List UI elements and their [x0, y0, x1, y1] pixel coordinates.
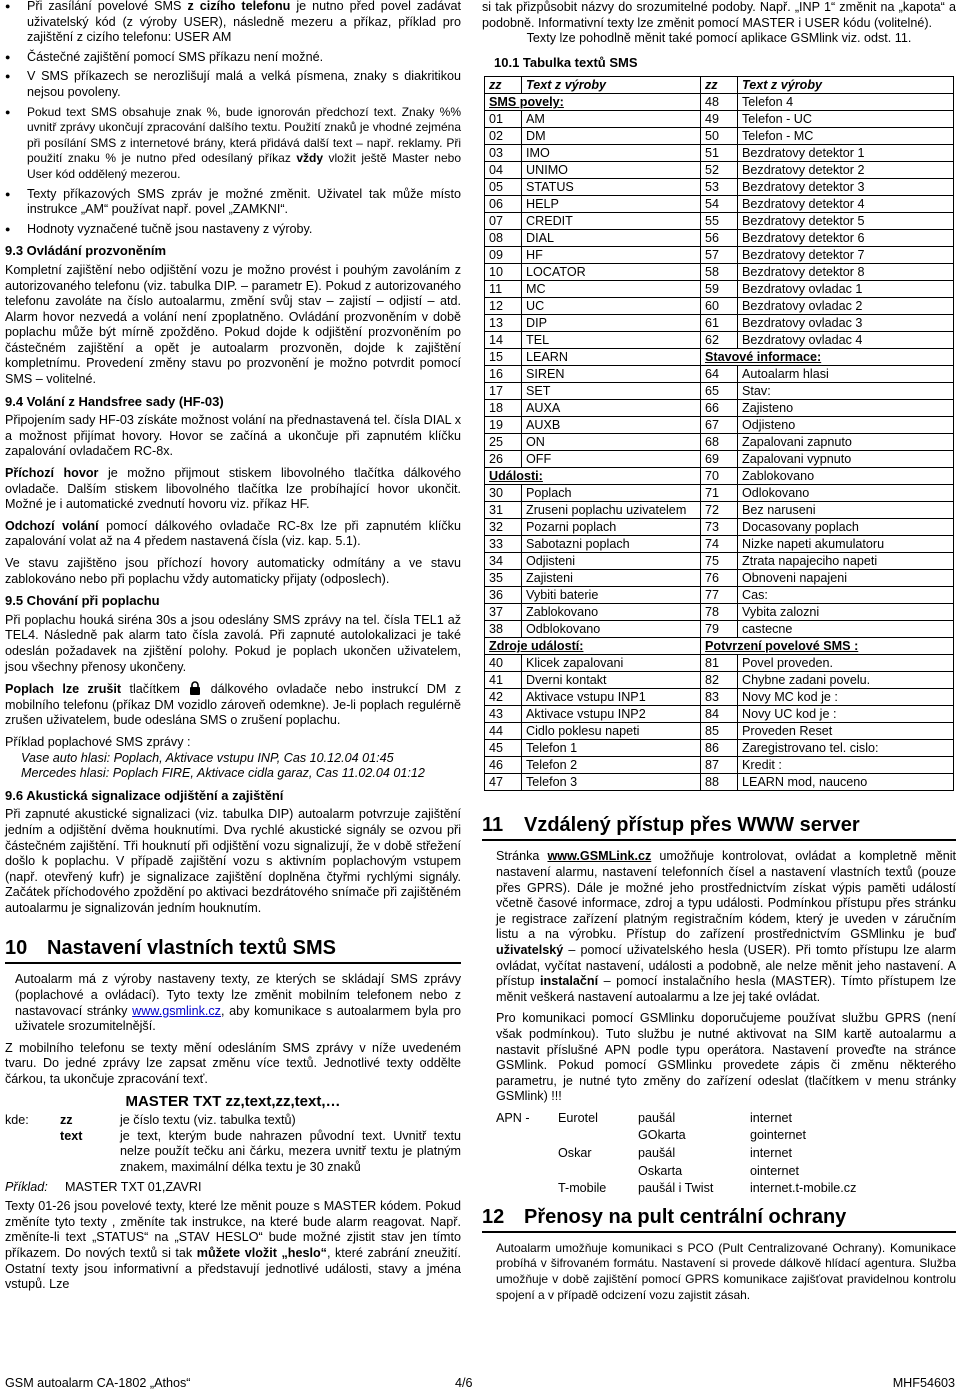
table-cell: Odblokovano — [522, 621, 701, 638]
table-cell: 15 — [485, 349, 522, 366]
table-cell: 72 — [701, 502, 738, 519]
table-row — [485, 417, 954, 434]
apn-cell: T-mobile — [558, 1181, 607, 1196]
table-cell: 88 — [701, 774, 738, 791]
table-cell: 14 — [485, 332, 522, 349]
table-row — [485, 315, 954, 332]
section-title-9-3: 9.3 Ovládání prozvoněním — [5, 243, 167, 259]
table-cell: Novy MC kod je : — [738, 689, 954, 706]
table-row — [485, 230, 954, 247]
table-cell: 82 — [701, 672, 738, 689]
table-cell: 42 — [485, 689, 522, 706]
table-cell: Poplach — [522, 485, 701, 502]
apn-cell: Oskar — [558, 1146, 592, 1161]
table-cell: 60 — [701, 298, 738, 315]
table-cell: Telefon 4 — [738, 94, 954, 111]
table-cell: Potvrzení povelové SMS : — [701, 638, 954, 655]
table-cell: 36 — [485, 587, 522, 604]
example-title: Příklad poplachové SMS zprávy : — [5, 734, 191, 749]
table-cell: 64 — [701, 366, 738, 383]
table-cell: Vybita zalozni — [738, 604, 954, 621]
table-cell: 25 — [485, 434, 522, 451]
paragraph: Autoalarm umožňuje komunikaci s PCO (Pult Centralizované Ochrany). Komunikace probíhá v šifrovaném formátu. Nastavení si provede dálkově hlídací agentura. Služba umožňuje v době zajištění pomocí GPRS komunikace zajišťovat pravidelnou kontrolu spojení a v případě odcizení vozu zajistit zásah. — [496, 1240, 956, 1302]
table-cell: 38 — [485, 621, 522, 638]
table-cell: 54 — [701, 196, 738, 213]
table-cell: Bezdratovy detektor 6 — [738, 230, 954, 247]
table-row — [485, 451, 954, 468]
table-cell: 16 — [485, 366, 522, 383]
apn-cell: Oskarta — [638, 1163, 683, 1178]
table-row — [485, 740, 954, 757]
table-cell: 40 — [485, 655, 522, 672]
paragraph: Texty 01-26 jsou povelové texty, které lze měnit pouze s MASTER kódem. Pokud změníte tyto texty , změníte tak instrukce, na které bude alarm reagovat. Např. změníte-li text „STATUS“ na „STAV HESLO“ bude možné zjistit stav jen tímto příkazem. Do nových textů si tak můžete vložit „heslo“, které zabrání zneužití. Ostatní texty jsou informativní a představují jednotlivé události, stavy a jména vstupů. Lze — [5, 1199, 462, 1292]
table-row — [485, 485, 954, 502]
table-cell: Docasovany poplach — [738, 519, 954, 536]
table-row — [485, 400, 954, 417]
command-format: MASTER TXT zz,text,zz,text,… — [125, 1092, 341, 1110]
table-cell: 07 — [485, 213, 522, 230]
left-column — [5, 0, 461, 1299]
table-cell: Odjisteno — [738, 417, 954, 434]
footer-title: GSM autoalarm CA-1802 „Athos“ — [5, 1376, 191, 1390]
table-cell: Vybiti baterie — [522, 587, 701, 604]
paragraph: Pro komunikaci pomocí GSMlinku doporučujeme používat službu GPRS (není však podmínkou). Tuto službu je nutné aktivovat na SIM kartě autoalarmu a nastavit příslušné APN podle typu operátora. Nastavení proveďte na stránce GSMlink. Pokud pomocí GSMlinku provedete zápis či změnu některého parametru, je nutné tyto změny do zařízení odeslat (tlačítkem v menu stránky GSMlink) !!! — [496, 1011, 956, 1104]
table-cell: Proveden Reset — [738, 723, 954, 740]
table-cell: Zruseni poplachu uzivatelem — [522, 502, 701, 519]
table-cell: SET — [522, 383, 701, 400]
table-row — [485, 638, 954, 655]
table-cell: DIP — [522, 315, 701, 332]
table-cell: zz — [485, 77, 522, 94]
table-cell: 11 — [485, 281, 522, 298]
table-cell: Klicek zapalovani — [522, 655, 701, 672]
table-cell: Bezdratovy detektor 3 — [738, 179, 954, 196]
paragraph: Ve stavu zajištěno jsou příchozí hovory automaticky odmítány a ve stavu zablokováno nebo při poplachu vždy automaticky přijaty (odposlech). — [5, 556, 461, 586]
table-cell: 76 — [701, 570, 738, 587]
table-row — [485, 349, 954, 366]
table-cell: Text z výroby — [522, 77, 701, 94]
table-cell: 41 — [485, 672, 522, 689]
example-line: Vase auto hlasi: Poplach, Aktivace vstupu INP, Cas 10.12.04 01:45 — [21, 750, 394, 765]
table-cell: 85 — [701, 723, 738, 740]
paragraph: si tak přizpůsobit názvy do srozumitelné podoby. Např. „INP 1“ změnit na „kapota“ a podobně. Informativní texty lze změnit pomocí MASTER i USER kódu (volitelné). — [482, 0, 956, 30]
table-cell: 67 — [701, 417, 738, 434]
table-cell: Cidlo poklesu napeti — [522, 723, 701, 740]
table-cell: IMO — [522, 145, 701, 162]
table-cell: 68 — [701, 434, 738, 451]
table-cell: Sabotazni poplach — [522, 536, 701, 553]
table-cell: 17 — [485, 383, 522, 400]
table-cell: Bezdratovy detektor 4 — [738, 196, 954, 213]
table-cell: UNIMO — [522, 162, 701, 179]
gsmlink-link[interactable]: www.gsmlink.cz — [132, 1003, 221, 1018]
table-row — [485, 145, 954, 162]
table-cell: 26 — [485, 451, 522, 468]
chapter-title-11: 11 Vzdálený přístup přes WWW server — [482, 813, 956, 841]
table-cell: 46 — [485, 757, 522, 774]
table-cell: 09 — [485, 247, 522, 264]
table-cell: Povel proveden. — [738, 655, 954, 672]
apn-list — [482, 1111, 956, 1197]
table-cell: Pozarni poplach — [522, 519, 701, 536]
table-cell: TEL — [522, 332, 701, 349]
table-cell: 05 — [485, 179, 522, 196]
table-row — [485, 196, 954, 213]
table-cell: 69 — [701, 451, 738, 468]
chapter-title-10: 10 Nastavení vlastních textů SMS — [5, 936, 461, 964]
table-cell: HF — [522, 247, 701, 264]
sms-text-table — [484, 76, 954, 791]
table-row — [485, 723, 954, 740]
paragraph: Z mobilního telefonu se texty mění odesláním SMS zprávy v níže uvedeném tvaru. Do jedné zprávy lze zapsat změnu více textů. Jednotlivé texty oddělte čárkou, ta ukončuje zpracování texť. — [5, 1040, 461, 1087]
apn-cell: gointernet — [750, 1128, 807, 1143]
paragraph: Stránka www.GSMLink.cz umožňuje kontrolovat, ovládat a kompletně měnit nastavení alarmu, nastavení telefonních čísel a nastavení vlastních textů (pouze přes GPRS). Dále je možné jeho prostřednictvím získat výpis paměti událostí včetně časové informace, zdroj a typu události. Podmínkou přístupu přes stránku je registrace zařízení platným registračním kódem, který je uveden v záručním listu a na výrobku. Přístup do zařízení prostřednictvím GSMlinku je buď uživatelský – pomocí uživatelského hesla (USER). Při tomto přístupu lze alarm ovládat, vyčítat nastavení, události a podobně, ale nelze měnit jeho nastavení. A přístup instalační – pomocí instalačního hesla (MASTER). Tímto přístupem lze měnit veškerá nastavení autoalarmu a lze jej také ovládat. — [496, 849, 957, 1004]
table-cell: 83 — [701, 689, 738, 706]
table-cell: 79 — [701, 621, 738, 638]
section-title-10-1: 10.1 Tabulka textů SMS — [494, 54, 638, 70]
table-cell: Cas: — [738, 587, 954, 604]
table-cell: 71 — [701, 485, 738, 502]
table-cell: 18 — [485, 400, 522, 417]
table-row — [485, 281, 954, 298]
page-footer — [5, 1376, 955, 1392]
table-cell: Zablokovano — [738, 468, 954, 485]
table-cell: 52 — [701, 162, 738, 179]
table-row — [485, 757, 954, 774]
table-row — [485, 553, 954, 570]
table-cell: Zajisteni — [522, 570, 701, 587]
table-cell: Zaregistrovano tel. cislo: — [738, 740, 954, 757]
table-cell: 50 — [701, 128, 738, 145]
table-cell: 12 — [485, 298, 522, 315]
table-row — [485, 655, 954, 672]
table-row — [485, 536, 954, 553]
table-cell: 87 — [701, 757, 738, 774]
table-cell: 43 — [485, 706, 522, 723]
table-cell: Aktivace vstupu INP1 — [522, 689, 701, 706]
table-cell: Telefon 1 — [522, 740, 701, 757]
table-cell: Zapalovani vypnuto — [738, 451, 954, 468]
table-cell: 10 — [485, 264, 522, 281]
paragraph: Autoalarm má z výroby nastaveny texty, ze kterých se skládají SMS zprávy (poplachové a ovládací). Tyto texty lze změnit mobilním telefonem nebo z nastavovací stránky www.gsmlink.cz, aby komunikace s autoalarmem byla pro uživatele srozumitelnější. — [15, 972, 461, 1034]
apn-cell: APN - — [496, 1110, 530, 1125]
table-row — [485, 264, 954, 281]
table-cell: 74 — [701, 536, 738, 553]
list-item: ● V SMS příkazech se nerozlišují malá a velká písmena, znaky s diakritikou nejsou povoleny. — [5, 69, 461, 100]
list-item: ● Při zasílání povelové SMS z cizího telefonu je nutno před povel zadávat uživatelský kód (z výroby USER), následně mezeru a příkaz, příklad pro zajištění z cizího telefonu: USER AM — [5, 0, 461, 46]
paragraph: Při poplachu houká siréna 30s a jsou odeslány SMS zprávy na tel. čísla TEL1 až TEL4. Následně pak alarm tato čísla zavolá. Při zapnuté autolokalizaci je také odeslán požadavek na zjištění polohy. Pokud je poplach ukončen uživatelem, jsou všechny přenosy ukončeny. — [5, 612, 461, 674]
table-cell: Autoalarm hlasi — [738, 366, 954, 383]
table-cell: zz — [701, 77, 738, 94]
table-cell: castecne — [738, 621, 954, 638]
table-cell: 08 — [485, 230, 522, 247]
table-cell: LOCATOR — [522, 264, 701, 281]
paragraph: Příchozí hovor je možno přijmout stiskem libovolného tlačítka dálkového ovladače. Dalším stiskem libovolného tlačítka lze probíhající hovor ukončit. Možné je i automatické zvednutí hovoru viz. příkaz HF. — [5, 466, 461, 512]
paragraph: Připojením sady HF-03 získáte možnost volání na přednastavená tel. čísla DIAL x a možnost přijímat hovory. Hovor se začíná a ukončuje při zapnutém klíčku zapalování ovladačem RC-8x. — [5, 413, 461, 459]
table-cell: 02 — [485, 128, 522, 145]
lock-icon — [188, 681, 202, 695]
table-cell: 32 — [485, 519, 522, 536]
table-cell: Zablokovano — [522, 604, 701, 621]
table-cell: 81 — [701, 655, 738, 672]
paragraph: Texty lze pohodlně měnit také pomocí aplikace GSMlink viz. odst. 11. — [526, 31, 912, 46]
apn-cell: internet.t-mobile.cz — [750, 1181, 857, 1196]
table-row — [485, 621, 954, 638]
table-cell: SIREN — [522, 366, 701, 383]
table-cell: 78 — [701, 604, 738, 621]
table-row — [485, 468, 954, 485]
table-cell: Bezdratovy detektor 8 — [738, 264, 954, 281]
table-cell: 44 — [485, 723, 522, 740]
table-row — [485, 502, 954, 519]
document-code: MHF54603 — [892, 1376, 955, 1390]
table-cell: 75 — [701, 553, 738, 570]
table-row — [485, 570, 954, 587]
table-cell: 31 — [485, 502, 522, 519]
table-cell: ON — [522, 434, 701, 451]
table-cell: 70 — [701, 468, 738, 485]
table-cell: 06 — [485, 196, 522, 213]
table-row — [485, 213, 954, 230]
paragraph: Kompletní zajištění nebo odjištění vozu je možno provést i pouhým zavoláním z autorizovaného telefonu (viz. tabulka DIP. – parametr E). Pokud z autorizovaného telefonu zavoláte na číslo autoalarmu, změní svůj stav – zajistí – odjistí – atd. Alarm hovor nezvedá a volání není zpoplatněno. Ovládání prozvoněním v době poplachu může být mírně zpožděno. Pokud dojde k odjištění prozvoněním po částečném zajištění a opět je autoalarm prozvoněn, dojde k zajištění kompletnímu. Provedení změny stavu po prozvonění je možno potvrdit pomocí SMS – volitelné. — [5, 262, 461, 387]
table-cell: 19 — [485, 417, 522, 434]
table-cell: Zapalovani zapnuto — [738, 434, 954, 451]
table-cell: Chybne zadani povelu. — [738, 672, 954, 689]
table-cell: AUXB — [522, 417, 701, 434]
table-cell: 03 — [485, 145, 522, 162]
table-cell: 58 — [701, 264, 738, 281]
table-cell: 77 — [701, 587, 738, 604]
apn-cell: internet — [750, 1146, 793, 1161]
table-cell: AUXA — [522, 400, 701, 417]
table-cell: 34 — [485, 553, 522, 570]
table-row — [485, 774, 954, 791]
apn-cell: paušál — [638, 1110, 676, 1125]
list-item: ● Částečné zajištění pomocí SMS příkazu není možné. — [5, 50, 461, 66]
table-row — [485, 519, 954, 536]
list-item: ● Hodnoty vyznačené tučně jsou nastaveny z výroby. — [5, 222, 461, 238]
table-cell: Bezdratovy ovladac 3 — [738, 315, 954, 332]
table-cell: Odjisteni — [522, 553, 701, 570]
section-title-9-6: 9.6 Akustická signalizace odjištění a zajištění — [5, 787, 284, 803]
apn-cell: paušál i Twist — [638, 1181, 714, 1196]
table-cell: SMS povely: — [485, 94, 701, 111]
table-cell: 13 — [485, 315, 522, 332]
table-cell: 73 — [701, 519, 738, 536]
table-cell: 51 — [701, 145, 738, 162]
table-cell: 48 — [701, 94, 738, 111]
table-row — [485, 77, 954, 94]
table-cell: DIAL — [522, 230, 701, 247]
table-row — [485, 94, 954, 111]
paragraph: Odchozí volání pomocí dálkového ovladače RC-8x lze při zapnutém klíčku zapalování volat až na 4 předem nastavená čísla (viz. kap. 5.1). — [5, 518, 461, 549]
table-cell: 01 — [485, 111, 522, 128]
apn-cell — [496, 1128, 558, 1144]
table-cell: 86 — [701, 740, 738, 757]
chapter-title-12: 12 Přenosy na pult centrální ochrany — [482, 1205, 956, 1233]
example-row: Příklad: MASTER TXT 01,ZAVRI — [5, 1179, 202, 1194]
table-cell: DM — [522, 128, 701, 145]
apn-cell — [496, 1164, 558, 1180]
table-cell: LEARN mod, nauceno — [738, 774, 954, 791]
table-cell: Odlokovano — [738, 485, 954, 502]
table-cell: Události: — [485, 468, 701, 485]
table-cell: Bezdratovy detektor 1 — [738, 145, 954, 162]
table-cell: 55 — [701, 213, 738, 230]
apn-cell: paušál — [638, 1146, 676, 1161]
section-title-9-4: 9.4 Volání z Handsfree sady (HF-03) — [5, 393, 224, 409]
table-cell: 84 — [701, 706, 738, 723]
table-row — [485, 247, 954, 264]
table-cell: 30 — [485, 485, 522, 502]
table-cell: Telefon 2 — [522, 757, 701, 774]
table-row — [485, 604, 954, 621]
gsmlink-site-link[interactable]: www.GSMLink.cz — [547, 849, 652, 864]
apn-cell: Eurotel — [558, 1110, 598, 1125]
table-row — [485, 111, 954, 128]
table-cell: 37 — [485, 604, 522, 621]
table-cell: Bezdratovy ovladac 1 — [738, 281, 954, 298]
table-cell: Bezdratovy detektor 2 — [738, 162, 954, 179]
table-cell: LEARN — [522, 349, 701, 366]
table-cell: Bezdratovy detektor 5 — [738, 213, 954, 230]
table-cell: Bezdratovy ovladac 2 — [738, 298, 954, 315]
table-cell: Bezdratovy ovladac 4 — [738, 332, 954, 349]
definition-row: text je text, kterým bude nahrazen původní text. Uvnitř textu nelze použít tečku ani čárku, mezera uvnitř textu je platným znakem, maximální délka textu je 30 znaků — [60, 1128, 461, 1174]
table-row — [485, 128, 954, 145]
table-cell: 45 — [485, 740, 522, 757]
table-row — [485, 434, 954, 451]
table-cell: Nizke napeti akumulatoru — [738, 536, 954, 553]
table-row — [485, 366, 954, 383]
page-number: 4/6 — [455, 1376, 473, 1390]
list-item: ● Texty příkazových SMS zpráv je možné změnit. Uživatel tak může místo instrukce „AM“ používat např. povel „ZAMKNI“. — [5, 187, 461, 218]
table-cell: 59 — [701, 281, 738, 298]
example-line: Mercedes hlasi: Poplach FIRE, Aktivace cidla garaz, Cas 11.02.04 01:12 — [21, 766, 425, 781]
table-cell: Bezdratovy detektor 7 — [738, 247, 954, 264]
table-row — [485, 383, 954, 400]
paragraph: Při zapnuté akustické signalizaci (viz. tabulka DIP) autoalarm potvrzuje zajištění jedním a odjištění dvěma houknutími. Dva rychlé akustické signály se ozvou při částečném zajištění. Tři houknutí při odjištění vozu signalizují, že v době střežení došlo k poplachu. V případě zajištění vozu s aktivním poplachovým vstupem (např. otevřený kufr) je signalizace zajištění doplněna čtyřmi rychlými signály. Začátek příchodového zpoždění po aktivaci bezdrátového snímače při zajištěném autoalarmu je signalizován jedním houknutím. — [5, 807, 461, 915]
table-row — [485, 162, 954, 179]
table-row — [485, 179, 954, 196]
table-cell: Dverni kontakt — [522, 672, 701, 689]
table-cell: 65 — [701, 383, 738, 400]
apn-cell — [558, 1128, 638, 1144]
table-row — [485, 298, 954, 315]
section-title-9-5: 9.5 Chování při poplachu — [5, 593, 160, 609]
table-cell: UC — [522, 298, 701, 315]
definition-row: kde: zz je číslo textu (viz. tabulka textů) — [5, 1113, 296, 1128]
apn-cell — [496, 1146, 558, 1162]
table-cell: 66 — [701, 400, 738, 417]
apn-cell — [558, 1164, 638, 1180]
apn-cell: internet — [750, 1110, 793, 1125]
table-row — [485, 587, 954, 604]
rules-list — [5, 0, 461, 237]
table-cell: 47 — [485, 774, 522, 791]
table-cell: Telefon 3 — [522, 774, 701, 791]
table-cell: 57 — [701, 247, 738, 264]
table-cell: 56 — [701, 230, 738, 247]
table-cell: Telefon - MC — [738, 128, 954, 145]
table-cell: HELP — [522, 196, 701, 213]
apn-cell — [496, 1181, 558, 1197]
table-cell: 35 — [485, 570, 522, 587]
apn-cell: GOkarta — [638, 1128, 686, 1143]
table-cell: 04 — [485, 162, 522, 179]
table-cell: Text z výroby — [738, 77, 954, 94]
table-cell: Stav: — [738, 383, 954, 400]
right-column — [482, 0, 956, 1309]
table-cell: AM — [522, 111, 701, 128]
paragraph: Poplach lze zrušit tlačítkem dálkového ovladače nebo instrukcí DM z mobilního telefonu (příkaz DM vozidlo zároveň odemkne). Je-li poplach regulérně zrušen uživatelem, bude odeslána SMS o zrušení poplachu. — [5, 682, 462, 728]
list-item: ● Pokud text SMS obsahuje znak %, bude ignorován předchozí text. Znaky %% uvnitř zprávy ukončují zpracování dalšího textu. Použití znaků je vhodné zejména při posílání SMS z internetové brány, která přidává další text – např. reklamy. Při použití znaku % je nutno před odesílaný příkaz vždy vložit ještě Master nebo User kód oddělený mezerou. — [5, 105, 461, 183]
table-cell: 62 — [701, 332, 738, 349]
table-cell: Telefon - UC — [738, 111, 954, 128]
table-cell: CREDIT — [522, 213, 701, 230]
table-cell: Zajisteno — [738, 400, 954, 417]
table-cell: Aktivace vstupu INP2 — [522, 706, 701, 723]
table-cell: 49 — [701, 111, 738, 128]
table-cell: Kredit : — [738, 757, 954, 774]
table-cell: Zdroje událostí: — [485, 638, 701, 655]
table-cell: Ztrata napajeciho napeti — [738, 553, 954, 570]
table-row — [485, 689, 954, 706]
table-cell: Stavové informace: — [701, 349, 954, 366]
table-cell: Obnoveni napajeni — [738, 570, 954, 587]
table-row — [485, 332, 954, 349]
table-cell: 61 — [701, 315, 738, 332]
table-row — [485, 706, 954, 723]
table-row — [485, 672, 954, 689]
table-cell: Novy UC kod je : — [738, 706, 954, 723]
table-cell: STATUS — [522, 179, 701, 196]
table-cell: MC — [522, 281, 701, 298]
table-cell: 53 — [701, 179, 738, 196]
table-cell: OFF — [522, 451, 701, 468]
table-cell: 33 — [485, 536, 522, 553]
apn-cell: ointernet — [750, 1163, 800, 1178]
table-cell: Bez naruseni — [738, 502, 954, 519]
